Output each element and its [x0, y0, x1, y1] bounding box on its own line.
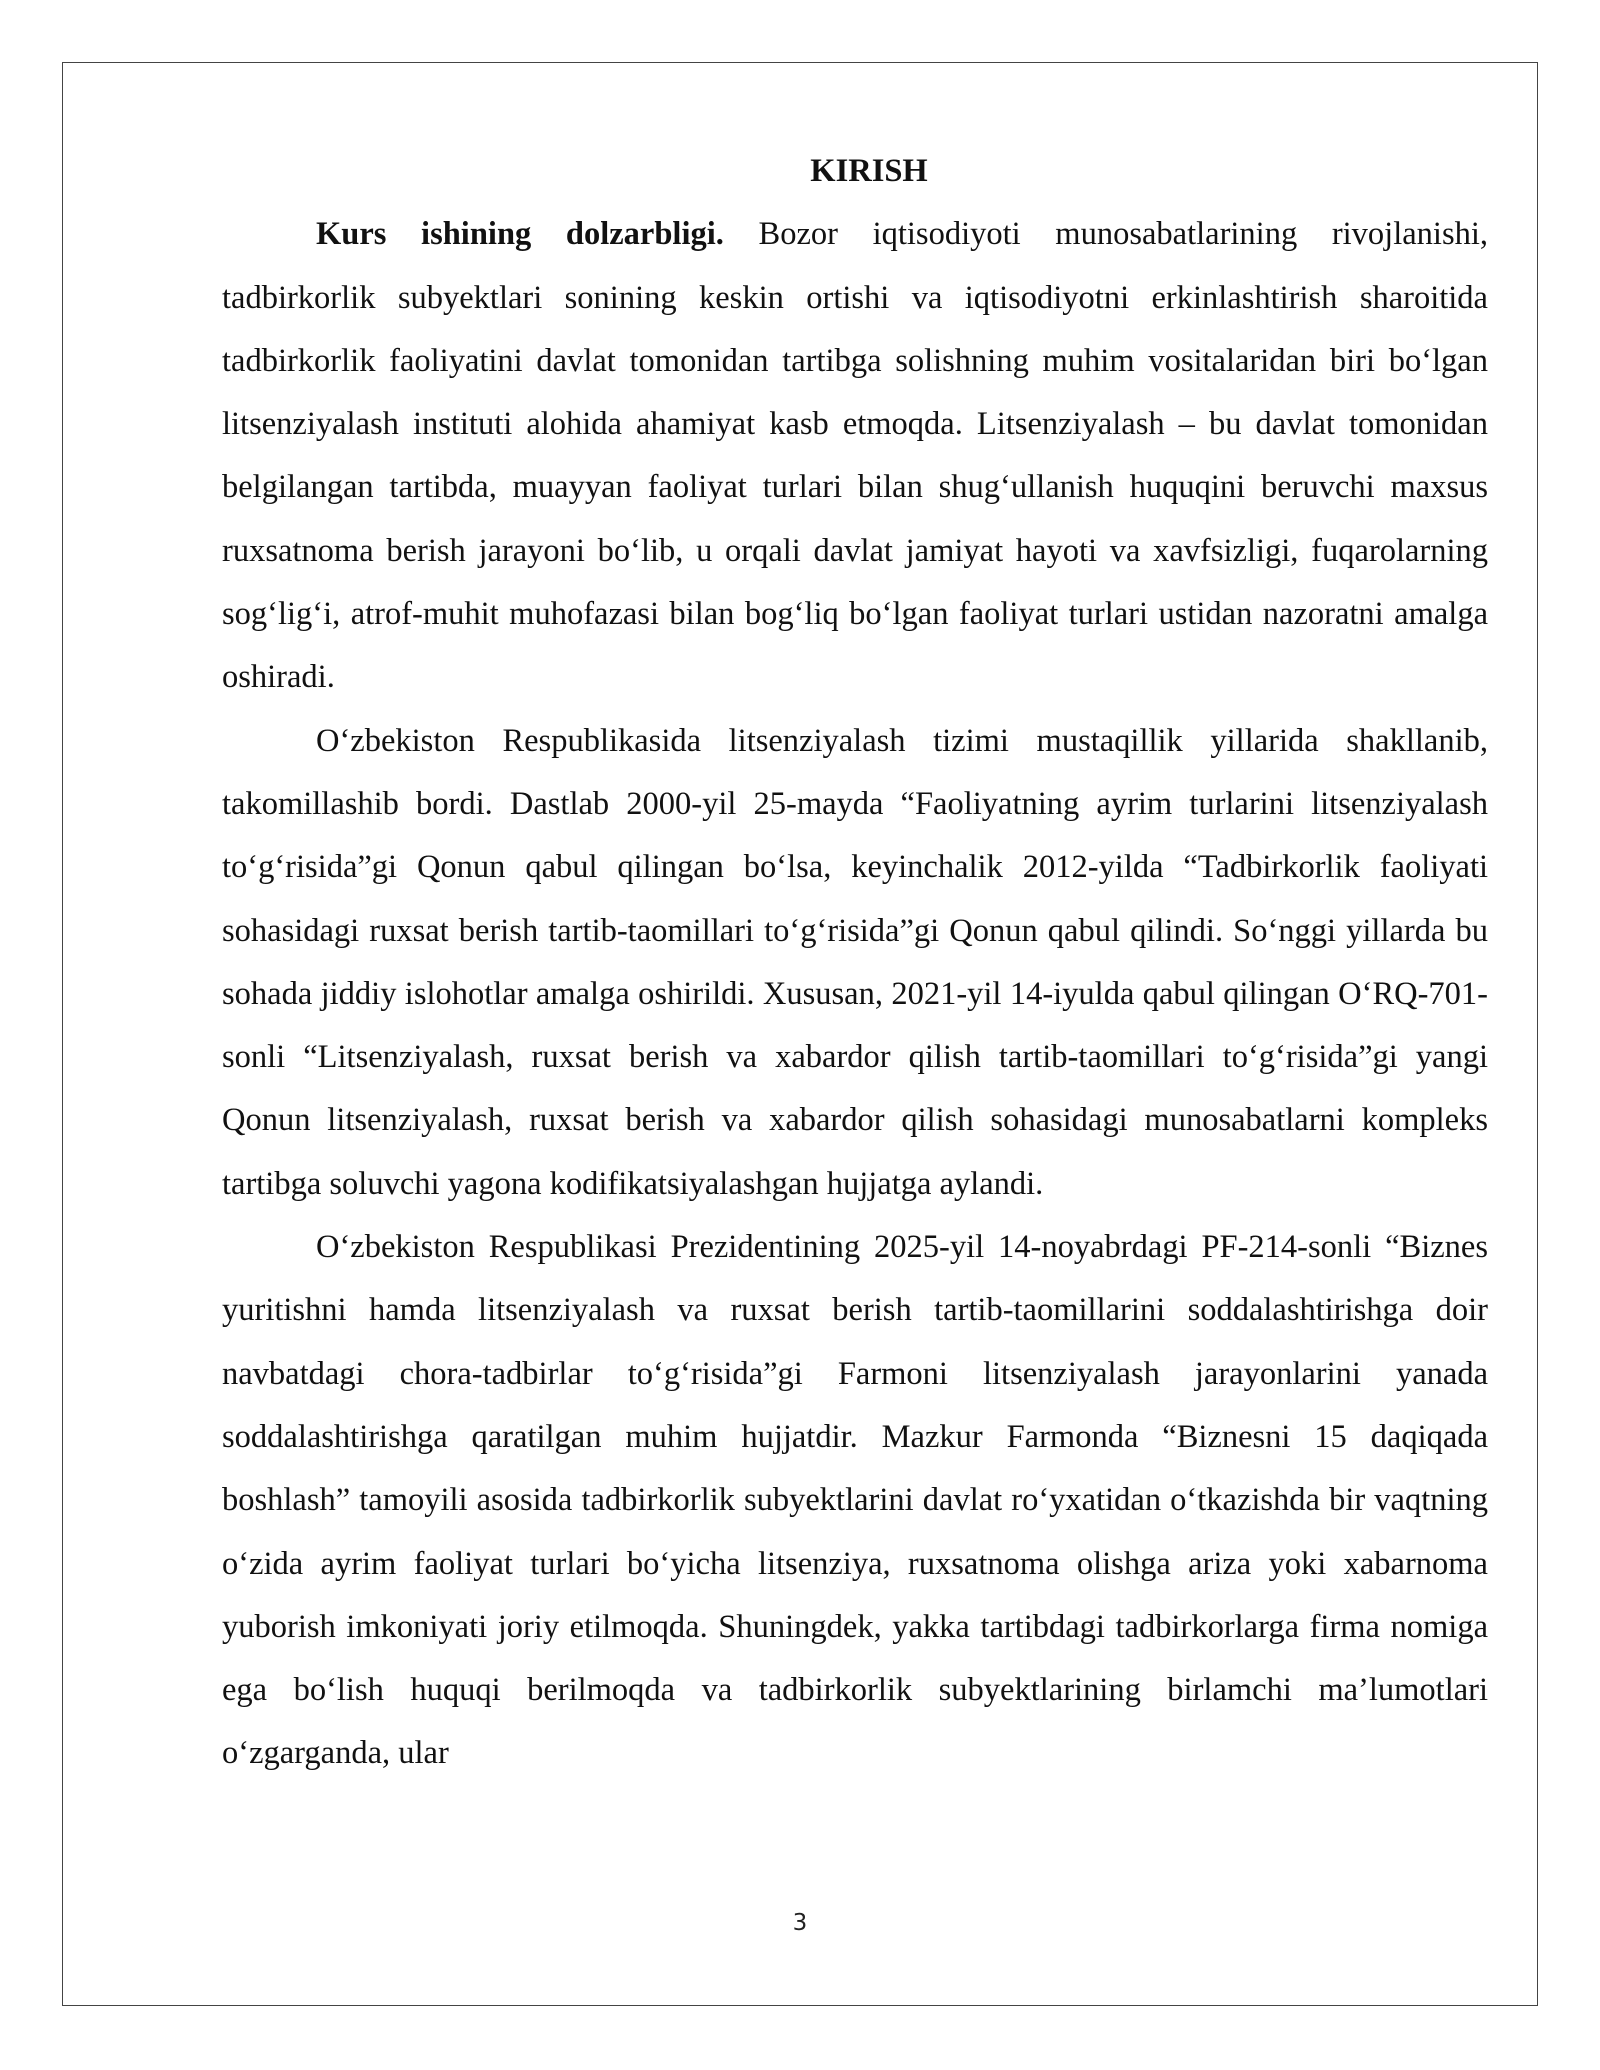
paragraph-relevance	[222, 203, 1488, 709]
paragraph-presidential-decree: O‘zbekiston Respublikasi Prezidentining 2025-yil 14-noyabrdagi PF-214-sonli “Biznes yuritishni hamda litsenziyalash va ruxsat berish tartib-taomillarini soddalashtirishga doir navbatdagi chora-tadbirlar to‘g‘risida”gi Farmoni litsenziyalash jarayonlarini yanada soddalashtirishga qaratilgan muhim hujjatdir. Mazkur Farmonda “Biznesni 15 daqiqada boshlash” tamoyili asosida tadbirkorlik subyektlarini davlat ro‘yxatidan o‘tkazishda bir vaqtning o‘zida ayrim faoliyat turlari bo‘yicha litsenziya, ruxsatnoma olishga ariza yoki xabarnoma yuborish imkoniyati joriy etilmoqda. Shuningdek, yakka tartibdagi tadbirkorlarga firma nomiga ega bo‘lish huquqi berilmoqda va tadbirkorlik subyektlarining birlamchi ma’lumotlari o‘zgarganda, ular	[222, 1229, 1488, 1772]
paragraph-lead-heading: Kurs ishining dolzarbligi.	[316, 216, 724, 253]
paragraph-licensing-history: O‘zbekiston Respublikasida litsenziyalash tizimi mustaqillik yillarida shakllanib, takomillashib bordi. Dastlab 2000-yil 25-mayda “Faoliyatning ayrim turlarini litsenziyalash to‘g‘risida”gi Qonun qabul qilingan bo‘lsa, keyinchalik 2012-yilda “Tadbirkorlik faoliyati sohasidagi ruxsat berish tartib-taomillari to‘g‘risida”gi Qonun qabul qilindi. So‘nggi yillarda bu sohada jiddiy islohotlar amalga oshirildi. Xususan, 2021-yil 14-iyulda qabul qilingan O‘RQ-701-sonli “Litsenziyalash, ruxsat berish va xabardor qilish tartib-taomillari to‘g‘risida”gi yangi Qonun litsenziyalash, ruxsat berish va xabardor qilish sohasidagi munosabatlarni kompleks tartibga soluvchi yagona kodifikatsiyalashgan hujjatga aylandi.	[222, 722, 1488, 1202]
paragraph-text: Bozor iqtisodiyoti munosabatlarining rivojlanishi, tadbirkorlik subyektlari sonining keskin ortishi va iqtisodiyotni erkinlashtirish sharoitida tadbirkorlik faoliyatini davlat tomonidan tartibga solishning muhim vositalaridan biri bo‘lgan litsenziyalash instituti alohida ahamiyat kasb etmoqda. Litsenziyalash – bu davlat tomonidan belgilangan tartibda, muayyan faoliyat turlari bilan shug‘ullanish huquqini beruvchi maxsus ruxsatnoma berish jarayoni bo‘lib, u orqali davlat jamiyat hayoti va xavfsizligi, fuqarolarning sog‘lig‘i, atrof-muhit muhofazasi bilan bog‘liq bo‘lgan faoliyat turlari ustidan nazoratni amalga oshiradi.	[222, 216, 1488, 696]
page-number: 3	[792, 1910, 808, 1936]
document-body	[222, 140, 1488, 1786]
section-title: KIRISH	[810, 153, 928, 189]
